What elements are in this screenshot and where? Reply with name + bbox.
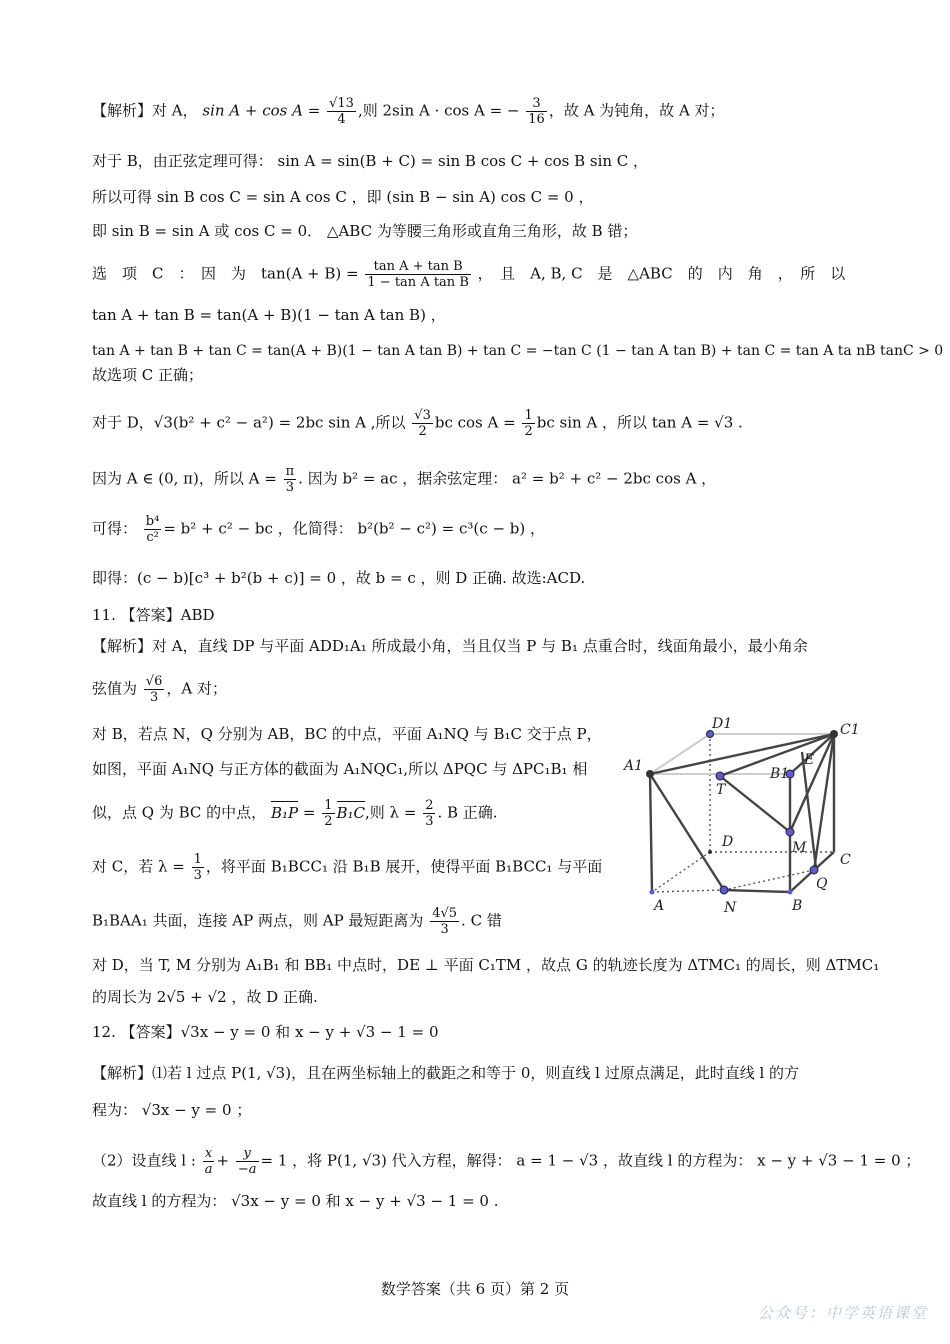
line-17: 如图，平面 A₁NQ 与正方体的截面为 A₁NQC₁,所以 ΔPQC 与 ΔPC₁B₁ 相 [92, 760, 588, 778]
text: 对 C，若 λ = [92, 857, 185, 876]
vector: B₁P [271, 801, 298, 822]
line-7: tan A + tan B + tan C = tan(A + B)(1 − tan A tan B) + tan C = −tan C (1 − tan A tan B) + tan C = tan A ta nB tanC > 0 [92, 343, 944, 359]
line-9 [92, 408, 743, 439]
line-12: 即得：(c − b)[c³ + b²(b + c)] = 0 ，故 b = c ，则 D 正确. 故选:ACD. [92, 569, 586, 587]
text: 因为 A ∈ (0, π)，所以 A = [92, 469, 277, 488]
text: = b² + c² − bc ，化简得： b²(b² − c²) = c³(c − b) ， [163, 519, 546, 538]
line-19 [92, 852, 602, 883]
denominator: 3 [149, 690, 159, 705]
cube-figure [618, 712, 894, 916]
fraction [526, 96, 547, 127]
numerator: √6 [145, 674, 163, 689]
line-15 [92, 674, 227, 705]
watermark: 公众号：中学英语课堂 [757, 1304, 928, 1322]
denominator: 3 [193, 868, 202, 883]
label-q: Q [816, 876, 828, 892]
line-8: 故选项 C 正确； [92, 366, 204, 384]
numerator: π [285, 464, 295, 479]
denominator: 2 [324, 814, 333, 829]
fraction [430, 906, 459, 937]
text: ，A 对； [166, 679, 227, 698]
fraction [284, 464, 297, 495]
point-n [720, 886, 728, 894]
edge-nb [724, 890, 790, 892]
label-n: N [724, 900, 737, 916]
fraction [236, 1146, 259, 1177]
point-q [810, 866, 818, 874]
point-d [708, 850, 712, 854]
text: . 因为 b² = ac ，据余弦定理： a² = b² + c² − 2bc cos A ， [298, 469, 717, 488]
text: ， 且 A, B, C 是 △ABC 的 内 角 ， 所 以 [477, 264, 846, 283]
point-t [716, 772, 724, 780]
denominator: 3 [285, 480, 295, 495]
page-footer: 数学答案（共 6 页）第 2 页 [380, 1280, 570, 1298]
text: ，将平面 B₁BCC₁ 沿 B₁B 展开，使得平面 B₁BCC₁ 与平面 [205, 857, 603, 876]
vector: B₁C [337, 801, 366, 822]
text: ，故 A 为钝角，故 A 对； [548, 101, 725, 120]
point-a [650, 890, 655, 895]
label-a: A [654, 898, 665, 914]
denominator: 1 − tan A tan B [367, 275, 469, 290]
line-6: tan A + tan B = tan(A + B)(1 − tan A tan B) ， [92, 306, 446, 324]
text: 选 项 C ： 因 为 tan(A + B) = [92, 264, 359, 283]
line-25: 程为： √3x − y = 0 ； [92, 1101, 252, 1119]
point-m [786, 828, 794, 836]
text: B₁BAA₁ 共面，连接 AP 两点，则 AP 最短距离为 [92, 911, 424, 930]
text: bc sin A ，所以 tan A = √3 . [536, 413, 743, 432]
line-11 [92, 514, 545, 545]
line-22: 的周长为 2√5 + √2 ，故 D 正确. [92, 988, 318, 1006]
line-4: 即 sin B = sin A 或 cos C = 0． △ABC 为等腰三角形或直角三角形，故 B 错； [92, 222, 638, 240]
line-21: 对 D，当 T, M 分别为 A₁B₁ 和 BB₁ 中点时，DE ⊥ 平面 C₁TM ，故点 G 的轨迹长度为 ΔTMC₁ 的周长，则 ΔTMC₁ [92, 956, 880, 974]
line-23: 12. 【答案】√3x − y = 0 和 x − y + √3 − 1 = 0 [92, 1023, 439, 1041]
label-t: T [716, 782, 726, 798]
numerator: b⁴ [145, 514, 160, 529]
fraction [365, 259, 470, 290]
text: . B 正确. [437, 803, 498, 822]
edge-an [652, 890, 724, 892]
label-c1: C1 [840, 722, 860, 738]
line-3: 所以可得 sin B cos C = sin A cos C ，即 (sin B − sin A) cos C = 0 ， [92, 188, 594, 206]
edge-bq [790, 870, 814, 892]
line-2: 对于 B，由正弦定理可得： sin A = sin(B + C) = sin B cos C + cos B sin C ， [92, 152, 649, 170]
text: 对于 D，√3(b² + c² − a²) = 2bc sin A ,所以 [92, 413, 406, 432]
line-10 [92, 464, 716, 495]
line-13: 11. 【答案】ABD [92, 606, 215, 624]
text: = 1 ，将 P(1, √3) 代入方程，解得： a = 1 − √3 ，故直线 l 的方程为： x − y + √3 − 1 = 0 ； [260, 1151, 921, 1170]
text: 似，点 Q 为 BC 的中点， [92, 803, 267, 822]
point-c1 [830, 730, 838, 738]
fraction [412, 408, 433, 439]
numerator: 3 [526, 96, 547, 112]
line-5 [92, 259, 845, 290]
text: bc cos A = [434, 413, 516, 432]
label-d1: D1 [712, 716, 733, 732]
numerator: 1 [193, 852, 202, 867]
numerator: √13 [329, 96, 354, 111]
text: （2）设直线 l : [92, 1151, 196, 1170]
denominator: 2 [418, 424, 427, 439]
text: . C 错 [461, 911, 502, 930]
fraction [192, 852, 204, 883]
text: 【解析】对 A， [92, 101, 198, 120]
point-a1 [646, 770, 654, 778]
numerator: 1 [324, 798, 333, 813]
line-24: 【解析】⑴若 l 过点 P(1, √3)，且在两坐标轴上的截距之和等于 0，则直线 l 过原点满足，此时直线 l 的方 [92, 1064, 800, 1082]
point-b [788, 890, 793, 895]
numerator: 4√5 [432, 906, 458, 921]
edge-aa1 [650, 774, 652, 892]
edge-ad [652, 852, 710, 892]
denominator: −a [237, 1162, 257, 1177]
line-1 [92, 96, 725, 127]
section-nq [724, 870, 814, 890]
fraction [322, 798, 334, 829]
fraction [203, 1146, 215, 1177]
fraction [327, 96, 356, 127]
label-a1: A1 [624, 758, 644, 774]
text: 可得： [92, 519, 138, 538]
denominator: 3 [425, 814, 434, 829]
text: ,则 λ = [365, 803, 417, 822]
denominator: 3 [440, 922, 449, 937]
denominator: a [204, 1162, 213, 1177]
fraction [522, 408, 534, 439]
label-e: E [804, 752, 815, 768]
numerator: 2 [425, 798, 434, 813]
numerator: y [236, 1146, 259, 1162]
fraction [144, 514, 162, 545]
label-c: C [840, 852, 851, 868]
label-b: B [792, 898, 803, 914]
line-14: 【解析】对 A，直线 DP 与平面 ADD₁A₁ 所成最小角，当且仅当 P 与 B₁ 点重合时，线面角最小，最小角余 [92, 637, 808, 655]
edge-tm [720, 776, 790, 832]
label-b1: B1 [770, 766, 790, 782]
text: ,则 2sin A · cos A = − [357, 101, 520, 120]
denominator: 4 [337, 112, 346, 127]
section-a1n [650, 774, 724, 890]
label-m: M [792, 840, 807, 856]
denominator: c² [146, 530, 159, 545]
denominator: 16 [528, 112, 545, 127]
line-27: 故直线 l 的方程为： √3x − y = 0 和 x − y + √3 − 1 = 0 . [92, 1192, 499, 1210]
numerator: 1 [524, 408, 533, 423]
line-20 [92, 906, 502, 937]
text: 弦值为 [92, 679, 138, 698]
denominator: 2 [524, 424, 533, 439]
numerator: tan A + tan B [365, 259, 470, 275]
numerator: x [203, 1146, 215, 1162]
line-18 [92, 798, 498, 829]
text: = [302, 803, 316, 822]
fraction [144, 674, 165, 705]
text: + [216, 1151, 230, 1170]
fraction [423, 798, 435, 829]
numerator: √3 [414, 408, 431, 423]
line-16: 对 B，若点 N，Q 分别为 AB，BC 的中点，平面 A₁NQ 与 B₁C 交于点 P， [92, 725, 602, 743]
line-26 [92, 1146, 920, 1177]
label-d: D [722, 834, 734, 850]
math: sin A + cos A = [202, 101, 321, 120]
